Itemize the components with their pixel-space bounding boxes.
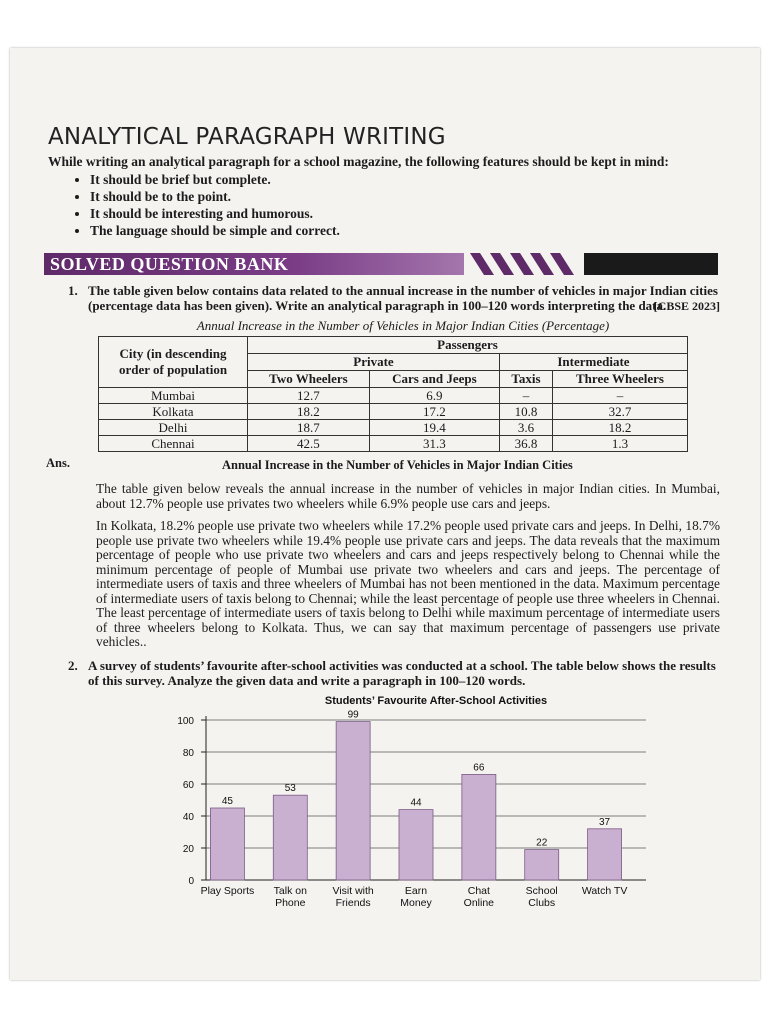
y-tick-label: 20 xyxy=(182,843,194,855)
feature-item: • The language should be simple and correct. xyxy=(90,223,720,239)
city-header: City (in descending order of population xyxy=(99,337,248,388)
x-tick-label: Visit with Friends xyxy=(332,884,374,909)
answer-body xyxy=(96,482,720,650)
x-tick-label: Chat Online xyxy=(463,884,495,909)
banner-black-bar xyxy=(584,253,718,275)
feature-item: • It should be interesting and humorous. xyxy=(90,206,720,222)
bar xyxy=(210,808,244,880)
table-cell: 10.8 xyxy=(499,404,552,420)
cars-jeeps-header: Cars and Jeeps xyxy=(369,371,499,388)
table-cell: – xyxy=(499,388,552,404)
data-label: 37 xyxy=(599,816,611,828)
city-cell: Kolkata xyxy=(99,404,248,420)
city-cell: Chennai xyxy=(99,436,248,452)
three-wheelers-header: Three Wheelers xyxy=(553,371,688,388)
data-label: 44 xyxy=(410,797,422,809)
table-cell: 18.2 xyxy=(248,404,370,420)
x-tick-label: Talk on Phone xyxy=(273,884,307,909)
x-tick-label: Play Sports xyxy=(200,884,255,897)
question-number: 2. xyxy=(68,657,78,673)
city-cell: Mumbai xyxy=(99,388,248,404)
answer-header xyxy=(46,456,720,474)
table-row xyxy=(99,436,688,452)
data-label: 45 xyxy=(221,795,233,807)
y-tick-label: 100 xyxy=(177,715,194,727)
data-label: 53 xyxy=(284,782,296,794)
bar-chart-svg xyxy=(46,690,720,910)
answer-label: Ans. xyxy=(46,456,70,470)
bar xyxy=(525,849,559,879)
bar xyxy=(462,774,496,880)
intermediate-header: Intermediate xyxy=(499,354,687,371)
answer-paragraph: The table given below reveals the annual increase in the number of vehicles in major Indian cities. In Mumbai, about 12.7% people use privates two wheelers while 6.9% people use cars and jeeps. xyxy=(96,481,720,511)
private-header: Private xyxy=(248,354,500,371)
table-cell: 3.6 xyxy=(499,420,552,436)
question-text: The table given below contains data related to the annual increase in the number of vehicles in major Indian cities (percentage data has been given). Write an analytical paragraph in 100–120 words interpreting the data. xyxy=(88,283,718,313)
table-cell: 36.8 xyxy=(499,436,552,452)
table-cell: 42.5 xyxy=(248,436,370,452)
x-tick-label: Earn Money xyxy=(400,884,432,909)
two-wheelers-header: Two Wheelers xyxy=(248,371,370,388)
city-cell: Delhi xyxy=(99,420,248,436)
answer-paragraph: In Kolkata, 18.2% people use private two wheelers while 17.2% people used private cars and jeeps. In Delhi, 18.7% people use private two wheelers while 19.4% people use private cars and jeeps. The data reveals that the maximum percentage of people who use private two wheelers and cars and jeeps respectively belong to Chennai while the minimum percentage of people of Mumbai use private two wheelers and cars and jeeps. The percentage of intermediate users of taxis and three wheelers of Mumbai has not been mentioned in the data. Maximum percentage of intermediate users of taxis belong to Chennai; while the least percentage of people use three wheelers in Chennai. The least percentage of intermediate users of taxis belong to Delhi while maximum percentage of intermediate users of three wheelers belong to Kolkata. Thus, we can say that maximum percentage of passengers use private vehicles.. xyxy=(96,518,720,649)
table-cell: – xyxy=(553,388,688,404)
table-cell: 6.9 xyxy=(369,388,499,404)
answer-title: Annual Increase in the Number of Vehicles in Major Indian Cities xyxy=(222,458,573,472)
table-title: Annual Increase in the Number of Vehicles in Major Indian Cities (Percentage) xyxy=(196,318,610,333)
table-row xyxy=(99,404,688,420)
bar xyxy=(399,809,433,879)
data-label: 22 xyxy=(536,837,548,849)
vehicle-table xyxy=(98,336,688,452)
data-label: 66 xyxy=(473,761,485,773)
data-label: 99 xyxy=(347,709,359,721)
question-text: A survey of students’ favourite after-school activities was conducted at a school. The table below shows the results of this survey. Analyze the given data and write a paragraph in 100–120 words. xyxy=(88,657,716,688)
table-row xyxy=(99,388,688,404)
question-1 xyxy=(46,283,720,313)
taxis-header: Taxis xyxy=(499,371,552,388)
y-tick-label: 60 xyxy=(182,779,194,791)
y-tick-label: 40 xyxy=(182,811,194,823)
bar xyxy=(588,828,622,879)
textbook-page xyxy=(10,48,760,980)
page-heading: ANALYTICAL PARAGRAPH WRITING xyxy=(48,124,446,150)
table-cell: 18.7 xyxy=(248,420,370,436)
table-cell: 31.3 xyxy=(369,436,499,452)
section-banner xyxy=(44,251,720,277)
table-cell: 1.3 xyxy=(553,436,688,452)
question-number: 1. xyxy=(68,283,78,298)
feature-item: • It should be to the point. xyxy=(90,189,720,205)
passengers-header: Passengers xyxy=(248,337,688,354)
question-2 xyxy=(46,658,720,688)
x-tick-label: School Clubs xyxy=(525,884,558,909)
feature-item: • It should be brief but complete. xyxy=(90,172,720,188)
table-row xyxy=(99,420,688,436)
table-cell: 19.4 xyxy=(369,420,499,436)
y-tick-label: 0 xyxy=(188,875,194,887)
bar-chart xyxy=(46,690,720,915)
bar xyxy=(336,721,370,879)
y-tick-label: 80 xyxy=(182,747,194,759)
table-cell: 32.7 xyxy=(553,404,688,420)
chart-title: Students’ Favourite After-School Activities xyxy=(324,694,548,707)
table-cell: 12.7 xyxy=(248,388,370,404)
table-cell: 18.2 xyxy=(553,420,688,436)
table-cell: 17.2 xyxy=(369,404,499,420)
features-list xyxy=(46,172,720,239)
bar xyxy=(273,795,307,880)
x-tick-label: Watch TV xyxy=(581,884,628,897)
question-source: [CBSE 2023] xyxy=(653,299,720,313)
banner-title: SOLVED QUESTION BANK xyxy=(44,253,464,275)
intro-text: While writing an analytical paragraph for a school magazine, the following features should be kept in mind: xyxy=(48,154,669,169)
